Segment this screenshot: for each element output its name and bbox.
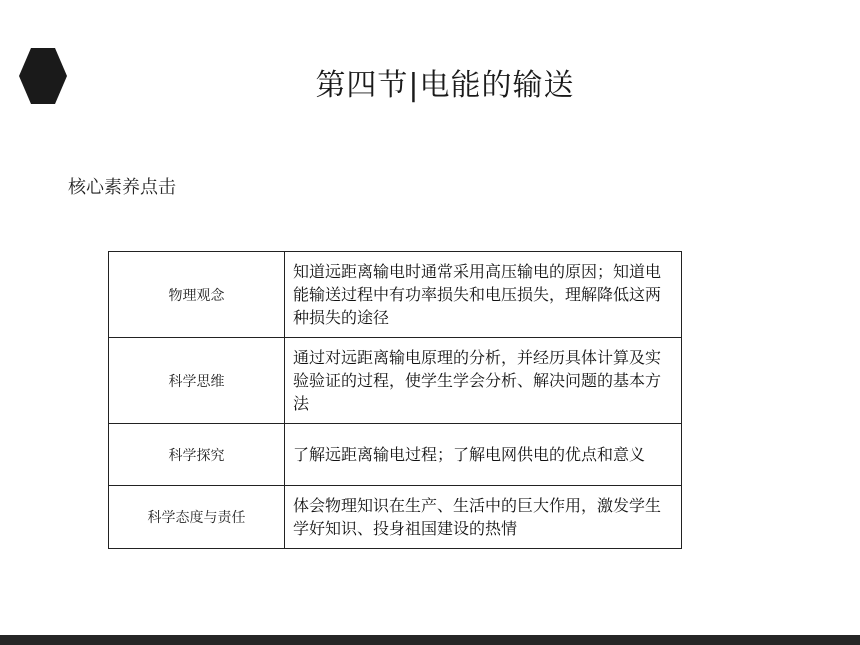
category-cell: 科学思维: [109, 338, 285, 424]
section-subtitle: 核心素养点击: [68, 177, 176, 198]
page-title: 第四节|电能的输送: [315, 68, 575, 103]
table-row: [109, 486, 682, 549]
description-cell: 通过对远距离输电原理的分析，并经历具体计算及实验验证的过程，使学生学会分析、解决问题的基本方法: [285, 338, 682, 424]
footer-bar: [0, 635, 860, 645]
category-cell: 物理观念: [109, 252, 285, 338]
description-cell: 知道远距离输电时通常采用高压输电的原因；知道电能输送过程中有功率损失和电压损失，理解降低这两种损失的途径: [285, 252, 682, 338]
description-cell: 了解远距离输电过程；了解电网供电的优点和意义: [285, 424, 682, 486]
table-row: [109, 252, 682, 338]
category-cell: 科学态度与责任: [109, 486, 285, 549]
table-row: [109, 424, 682, 486]
literacy-table: [108, 251, 682, 549]
description-cell: 体会物理知识在生产、生活中的巨大作用，激发学生学好知识、投身祖国建设的热情: [285, 486, 682, 549]
table-row: [109, 338, 682, 424]
category-cell: 科学探究: [109, 424, 285, 486]
